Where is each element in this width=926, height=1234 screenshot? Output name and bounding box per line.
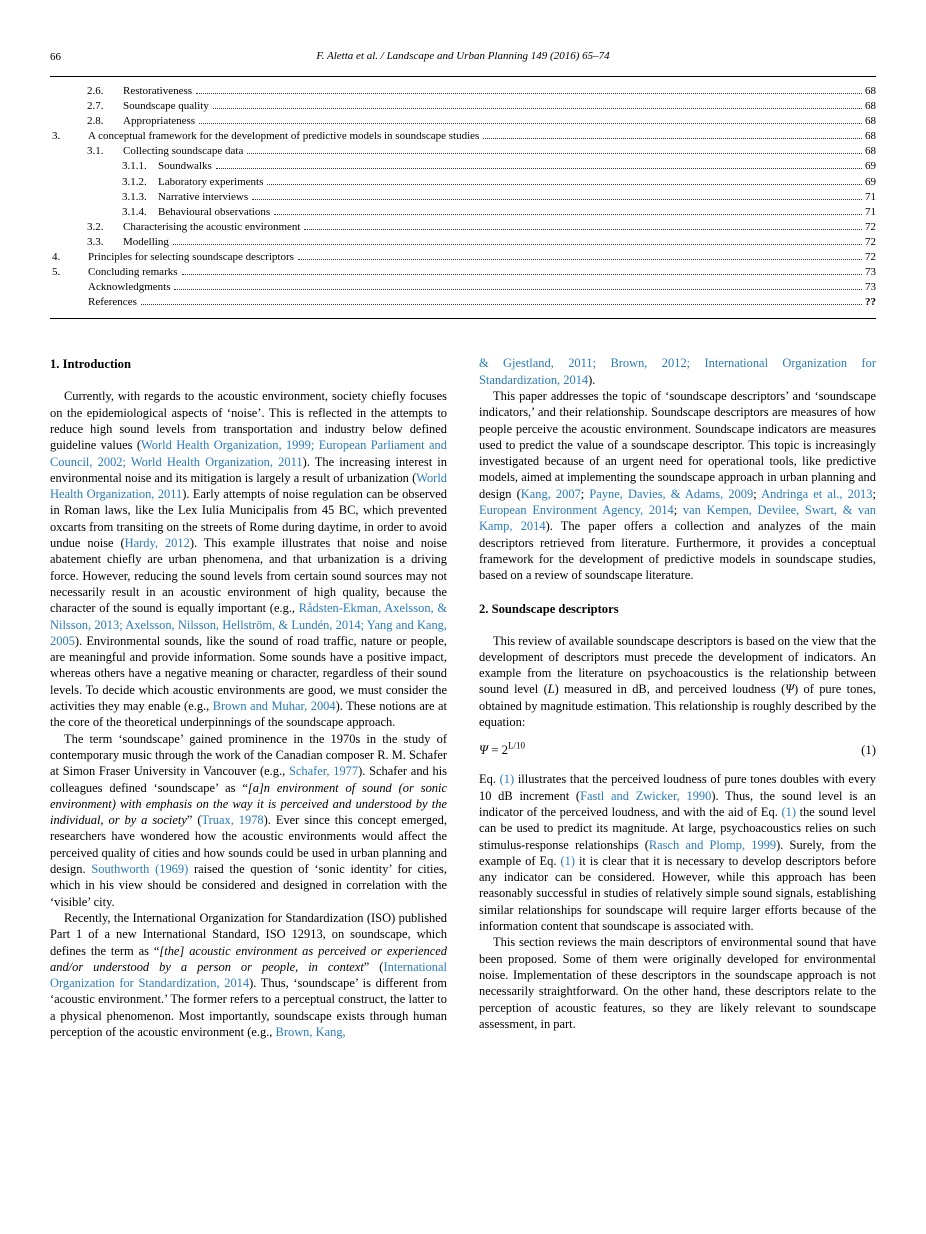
toc-entry-page: 69 [865,160,876,173]
toc-entry-label: Acknowledgments [88,281,171,294]
toc-entry[interactable] [50,250,876,265]
toc-entry-page: 71 [865,205,876,218]
toc-entry-number: 3.1.1. [122,160,147,173]
toc-entry-number: 2.7. [87,100,104,113]
page-header [50,50,876,67]
toc [50,84,876,310]
toc-entry-label: Laboratory experiments [158,175,264,188]
citation-link[interactable]: European Environment Agency, 2014 [479,503,674,518]
citation-link[interactable]: Brown and Muhar, 2004 [212,699,336,714]
toc-leader-dots [174,289,862,290]
toc-entry[interactable] [50,265,876,280]
citation-link[interactable]: (1) [499,772,515,787]
citation-link[interactable]: Brown, Kang, [275,1024,346,1039]
toc-entry-page: 72 [865,251,876,264]
toc-entry[interactable] [50,129,876,144]
toc-entry[interactable] [50,99,876,114]
toc-entry-number: 3. [52,130,61,143]
toc-entry-number: 5. [52,266,61,279]
toc-entry-label: A conceptual framework for the development of predictive models in soundscape studies [88,130,480,143]
toc-entry-label: Narrative interviews [158,190,249,203]
toc-entry[interactable] [50,84,876,99]
toc-entry[interactable] [50,190,876,205]
toc-entry-number: 3.1. [87,145,104,158]
column-left [50,355,447,1040]
paragraph: This section reviews the main descriptors of environmental sound that have been proposed. Some of them were originally developed for environmental noise. Implementation of these descriptors in the soundscape approach is not necessarily straightforward. On the other hand, these descriptors relate to the perception of acoustic features, so they are likely relevant to soundscape assessment, in part. [479,935,876,1031]
citation-link[interactable]: van Kempen, Devilee, Swart, & van Kamp, 2014 [479,503,876,534]
toc-entry-label: Characterising the acoustic environment [123,220,301,233]
citation-link[interactable]: Kang, 2007 [520,486,581,501]
toc-entry-label: References [88,296,137,309]
toc-entry[interactable] [50,280,876,295]
section-heading: 1. Introduction [50,357,131,372]
toc-entry-number: 3.2. [87,220,104,233]
paragraph: This paper addresses the topic of ‘soundscape descriptors’ and ‘soundscape indicators,’ and their relationship. Soundscape descriptors are measures of how people perceive the acoustic environment. Soundscape indicators are measures used to predict the value of a soundscape descriptor. This topic is increasingly investigated because of an urgent need for operational tools, like predictive models, aimed at implementing the soundscape approach in urban planning and design (Kang, 2007; Payne, Davies, & Adams, 2009; Andringa et al., 2013; European Environment Agency, 2014; van Kempen, Devilee, Swart, & van Kamp, 2014). The paper offers a collection and analyzes of the main descriptors retrieved from literature. Furthermore, it provides a conceptual framework for the development of predictive models in soundscape studies, based on a review of soundscape literature. [479,389,876,583]
equation-number: (1) [861,743,876,758]
citation-link[interactable]: (1) [781,804,796,819]
citation-link[interactable]: (1) [560,853,575,868]
toc-entry-page: 68 [865,130,876,143]
italic-text: [the] acoustic environment as perceived or experienced and/or understood by a person or people, in context [50,943,447,974]
citation-link[interactable]: Truax, 1978 [201,813,264,828]
toc-leader-dots [213,108,862,109]
page-number: 66 [50,51,61,63]
header-rule [50,76,876,77]
toc-leader-dots [298,259,862,260]
toc-entry-page: 68 [865,145,876,158]
toc-leader-dots [182,274,862,275]
toc-entry-number: 3.1.3. [122,190,147,203]
toc-entry-label: Collecting soundscape data [123,145,244,158]
column-right [479,355,876,1040]
toc-entry-number: 2.6. [87,85,104,97]
paragraph: Recently, the International Organization for Standardization (ISO) published Part 1 of a new International Standard, ISO 12913, on soundscape, which defines the term as “[the] acoustic environment as perceived or experienced and/or understood by a person or people, in context” (International Organization for Standardization, 2014). Thus, ‘soundscape’ is different from ‘acoustic environment.’ The former refers to a perceptual construct, the latter to a physical phenomenon. Most importantly, soundscape exists through human perception of the acoustic environment (e.g., Brown, Kang, [50,910,447,1039]
toc-entry-page: 73 [865,281,876,294]
superscript: L/10 [508,741,526,752]
paragraph: This review of available soundscape descriptors is based on the view that the development of descriptors must precede the development of indicators. An example from the literature on psychoacoustics is the relationship between sound level (L) measured in dB, and perceived loudness (Ψ) of pure tones, obtained by magnitude estimation. This relationship is roughly described by the equation: [479,633,877,730]
toc-entry[interactable] [50,220,876,235]
toc-entry-page: ?? [865,296,876,309]
toc-entry-label: Soundwalks [158,160,212,173]
citation-link[interactable]: International Organization for Standardization, 2014 [50,959,447,991]
toc-entry-number: 3.3. [87,235,104,248]
italic-text: Ψ [479,743,488,758]
toc-entry-label: Modelling [123,235,169,248]
toc-leader-dots [483,138,862,139]
toc-rule [50,318,876,319]
equation [479,743,876,758]
toc-leader-dots [141,304,862,305]
toc-entry-label: Appropriateness [123,115,196,128]
section-heading: 2. Soundscape descriptors [479,601,619,616]
toc-entry-label: Restorativeness [123,85,193,97]
citation-link[interactable]: Southworth (1969) [91,862,189,877]
toc-entry[interactable] [50,114,876,129]
toc-entry-page: 73 [865,266,876,279]
toc-entry-page: 68 [865,100,876,113]
running-head: F. Aletta et al. / Landscape and Urban Planning 149 (2016) 65–74 [316,50,610,62]
toc-leader-dots [267,184,862,185]
toc-entry-page: 68 [865,115,876,128]
toc-entry-page: 72 [865,235,876,248]
toc-entry[interactable] [50,205,876,220]
toc-leader-dots [247,153,862,154]
citation-link[interactable]: Andringa et al., 2013 [761,486,873,501]
italic-text: L [547,682,555,697]
toc-leader-dots [252,199,862,200]
toc-leader-dots [199,123,862,124]
citation-link[interactable]: Payne, Davies, & Adams, 2009 [589,486,754,501]
italic-text: [a]n environment of sound (or sonic environment) with emphasis on the way it is perceived and understood by the individual, or by a society [50,780,448,828]
paragraph: Eq. (1) illustrates that the perceived loudness of pure tones doubles with every 10 dB increment (Fastl and Zwicker, 1990). Thus, the sound level is an indicator of the perceived loudness, and with the aid of Eq. (1) the sound level can be used to predict its magnitude. At large, psychoacoustics relies on such stimulus-response relationships (Rasch and Plomp, 1999). Surely, from the example of Eq. (1) it is clear that it is necessary to develop descriptors before any indicator can be considered. However, while this approach has been reasonably successful in studies of relatively simple sound signals, establishing similar relationships for soundscape will require larger efforts because of the information content that soundscape is associated with. [479,772,876,934]
citation-link[interactable]: Rasch and Plomp, 1999 [648,837,777,852]
toc-entry-page: 72 [865,220,876,233]
equation-expression: $\Psi = 2^{L/10}$ [479,741,526,758]
toc-entry-page: 71 [865,190,876,203]
toc-entry[interactable] [50,144,876,159]
citation-link[interactable]: World Health Organization, 1999; European Parliament and Council, 2002; World Health Organization, 2011 [50,438,447,469]
toc-leader-dots [274,214,862,215]
toc-entry-number: 3.1.2. [122,175,147,188]
toc-leader-dots [196,93,862,94]
toc-entry-page: 69 [865,175,876,188]
toc-entry-number: 3.1.4. [122,205,147,218]
toc-leader-dots [304,229,862,230]
toc-entry[interactable] [50,295,876,310]
citation-link[interactable]: Schafer, 1977 [288,764,359,779]
toc-entry[interactable] [50,235,876,250]
paragraph: The term ‘soundscape’ gained prominence in the 1970s in the study of contemporary music through the work of the Canadian composer R. M. Schafer at Simon Fraser University in Vancouver (e.g., Schafer, 1977). Schafer and his colleagues defined ‘soundscape’ as “[a]n environment of sound (or sonic environment) with emphasis on the way it is perceived and understood by the individual, or by a society” (Truax, 1978). Ever since this concept emerged, researchers have wondered how the acoustic environments would affect the perceived quality of cities and how sounds could be used in urban planning and design. Southworth (1969) raised the question of ‘sonic identity’ for cities, which in his view should be considered and designed in correlation with the ‘visible’ city. [50,731,448,909]
citation-link[interactable]: World Health Organization, 2011 [50,470,447,502]
citation-link[interactable]: & Gjestland, 2011; Brown, 2012; International Organization for Standardization, 2014 [479,356,876,387]
toc-entry-label: Principles for selecting soundscape descriptors [88,251,294,264]
toc-entry-label: Soundscape quality [123,100,209,113]
citation-link[interactable]: Fastl and Zwicker, 1990 [580,788,712,803]
citation-link[interactable]: Rådsten-Ekman, Axelsson, & Nilsson, 2013; Axelsson, Nilsson, Hellström, & Lundén, 2014; Yang and Kang, 2005 [50,601,447,648]
article-body [50,355,876,1040]
toc-entry[interactable] [50,175,876,190]
italic-text: Ψ [785,682,794,697]
toc-entry-label: Behavioural observations [158,205,271,218]
toc-entry-number: 2.8. [87,115,104,128]
toc-entry-number: 4. [52,251,61,264]
toc-entry-label: Concluding remarks [88,266,178,279]
toc-leader-dots [216,168,862,169]
toc-entry-page: 68 [865,85,876,97]
toc-entry[interactable] [50,159,876,174]
paragraph: Currently, with regards to the acoustic environment, society chiefly focuses on the epidemiological aspects of ‘noise’. This is reflected in the attempts to reduce high sound levels from transportation and industry below defined guideline values (World Health Organization, 1999; European Parliament and Council, 2002; World Health Organization, 2011). The increasing interest in environmental noise and its mitigation is largely a result of urbanization (World Health Organization, 2011). Early attempts of noise regulation can be observed in Roman laws, like the Lex Iulia Municipalis from 45 BC, which prevented oxcarts from transiting on the streets of Rome during daytime, in order to avoid undue noise (Hardy, 2012). This example illustrates that noise and noise abatement chiefly are urban phenomena, and that urbanization is a driving force. However, reducing the sound levels from certain sound sources may not necessarily result in an acoustic environment of high quality, because the character of the sound is equally important (e.g., Rådsten-Ekman, Axelsson, & Nilsson, 2013; Axelsson, Nilsson, Hellström, & Lundén, 2014; Yang and Kang, 2005). Environmental sounds, like the sound of road traffic, nature or people, are meaningful and provide information. Some sounds have a positive impact, whereas others have a negative meaning or character, regardless of their sound levels. To decide which acoustic environments are good, we must consider the activities they may enable (e.g., Brown and Muhar, 2004). These notions are at the core of the theoretical underpinnings of the soundscape approach. [50,389,448,730]
citation-link[interactable]: Hardy, 2012 [124,536,190,551]
paragraph: & Gjestland, 2011; Brown, 2012; International Organization for Standardization, 2014). [479,356,876,387]
toc-leader-dots [173,244,862,245]
